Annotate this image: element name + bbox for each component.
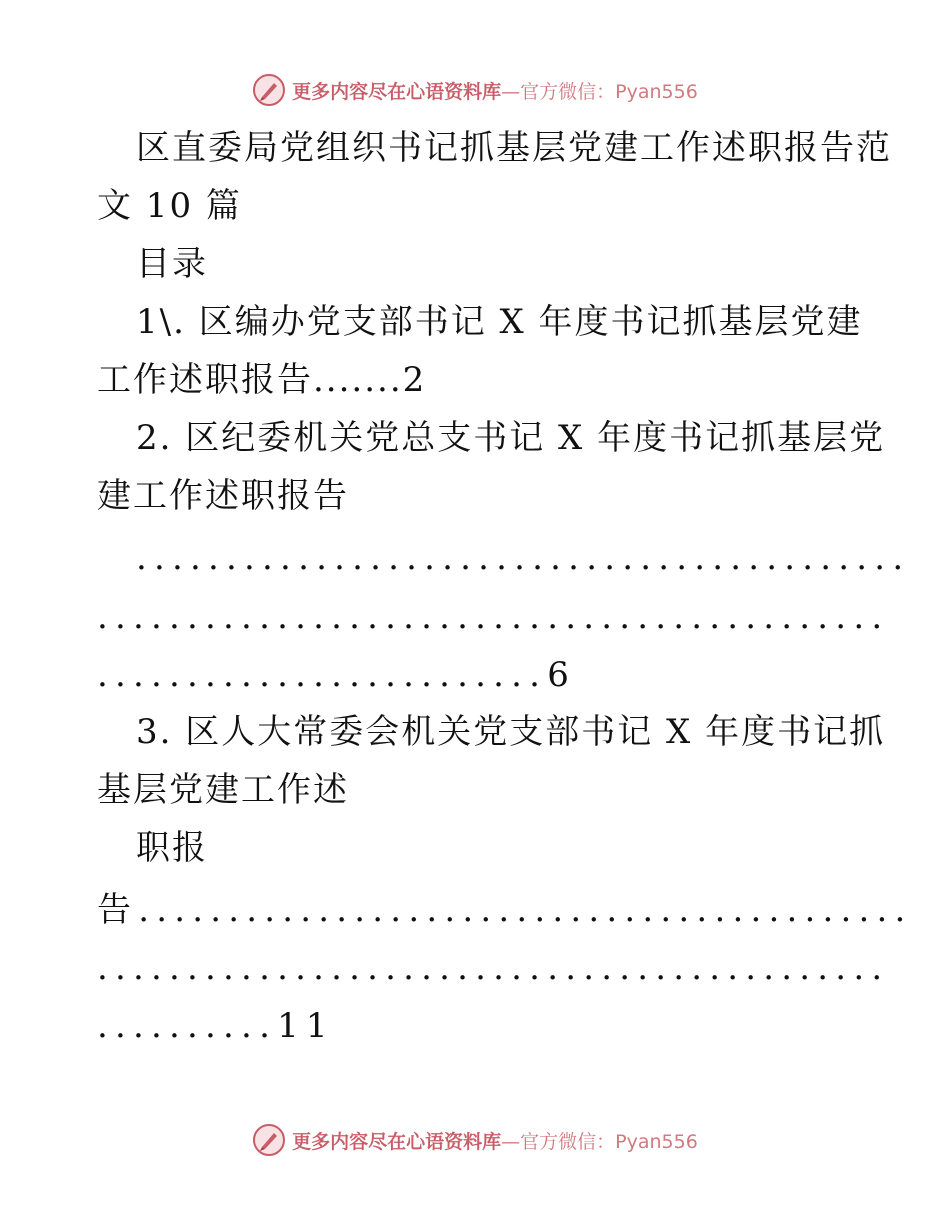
toc-entry-2-line2: 建工作述职报告 [97, 476, 349, 516]
banner-content [252, 1123, 698, 1157]
toc-entry-3-line2: 基层党建工作述 [97, 770, 349, 810]
toc-heading: 目录 [136, 244, 208, 284]
banner-separator: — [501, 1130, 521, 1153]
toc-entry-2-line1: 2. 区纪委机关党总支书记 X 年度书记抓基层党 [136, 418, 886, 458]
banner-brand-text: 更多内容尽在心语资料库 [292, 80, 502, 103]
toc-entry-2-leader-3: .........................6 [97, 655, 577, 695]
toc-entry-3-line1: 3. 区人大常委会机关党支部书记 X 年度书记抓 [136, 712, 886, 752]
toc-entry-3-leader-3: ..........11 [97, 1006, 335, 1046]
toc-entry-1-line1: 1\. 区编办党支部书记 X 年度书记抓基层党建 [136, 302, 863, 342]
pen-nib-icon [252, 73, 286, 107]
banner-separator: — [501, 80, 521, 103]
banner-contact-text: 官方微信：Pyan556 [520, 80, 698, 103]
banner-brand-text: 更多内容尽在心语资料库 [292, 1130, 502, 1153]
toc-entry-2-leader-1: ........................................... [136, 538, 911, 578]
banner-contact-text: 官方微信：Pyan556 [520, 1130, 698, 1153]
pen-nib-icon [252, 1123, 286, 1157]
document-title-line2: 文 10 篇 [97, 186, 242, 226]
toc-entry-1-line2: 工作述职报告.......2 [97, 360, 427, 400]
toc-entry-3-line3: 职报 [136, 828, 208, 868]
banner-content [252, 73, 698, 107]
footer-watermark-banner [0, 1120, 950, 1160]
toc-entry-2-leader-2: ............................................ [97, 597, 890, 637]
header-watermark-banner [0, 70, 950, 110]
document-title-line1: 区直委局党组织书记抓基层党建工作述职报告范 [136, 128, 892, 168]
toc-entry-3-leader-2: ............................................ [97, 948, 890, 988]
toc-entry-3-leader-1: 告........................................... [97, 890, 913, 930]
